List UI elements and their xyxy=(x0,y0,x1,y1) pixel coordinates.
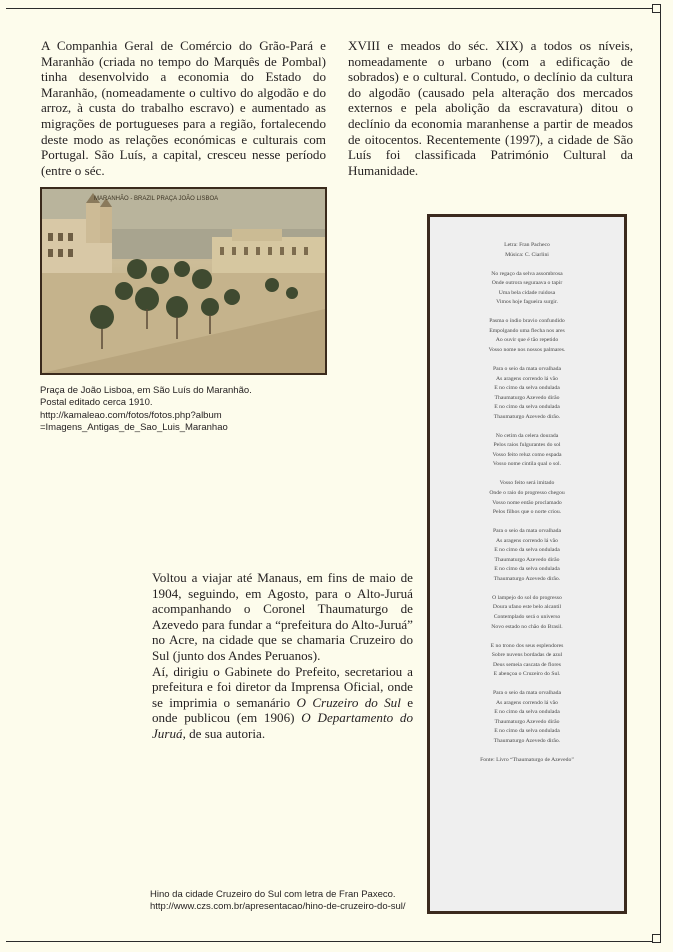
hymn-stanza xyxy=(430,365,624,422)
hymn-line: E no cimo da selva ondulada xyxy=(494,566,560,573)
hymn-line: E no cimo da selva ondulada xyxy=(494,385,560,392)
hymn-stanzas xyxy=(430,270,624,747)
hymn-stanza xyxy=(430,689,624,746)
article-paragraph-career xyxy=(152,664,413,742)
postcard-label: MARANHÃO - BRAZIL PRAÇA JOÃO LISBOA xyxy=(94,196,219,202)
hymn-line: Vosso feito reluz como espada xyxy=(492,451,562,458)
article-text-right: XVIII e meados do séc. XIX) a todos os níveis, nomeadamente o urbano (com a edificação de sobrados) e o cultural. Contudo, o declínio da cultura do algodão (causado pela alteração dos mercados externos e pela abolição da escravatura) ditou o declínio da economia maranhense a partir de meados de oitocentos. Recentemente (1997), a cidade de São Luís foi classificada Património Cultural da Humanidade. xyxy=(348,38,633,178)
corner-mark-bottom-right xyxy=(652,934,661,943)
hymn-stanza xyxy=(430,642,624,680)
hymn-line: Sobre nuvens bordadas de azul xyxy=(491,652,563,659)
photo-caption-line: Postal editado cerca 1910. xyxy=(40,397,153,409)
hymn-lyrics-panel xyxy=(427,214,627,914)
hymn-stanza xyxy=(430,527,624,584)
hymn-caption-link: http://www.czs.com.br/apresentacao/hino-de-cruzeiro-do-sul/ xyxy=(150,901,406,913)
photo-caption-line: Praça de João Lisboa, em São Luís do Maranhão. xyxy=(40,385,252,396)
hymn-line: Pelos filhos que o norte criou. xyxy=(492,509,562,516)
career-text-c: e onde publicou (em 1906) xyxy=(152,694,414,726)
hymn-line: Vosso nome então proclamado xyxy=(492,499,562,506)
hymn-line: Thaumaturgo Azevedo dirão xyxy=(494,718,560,725)
article-column-left xyxy=(41,38,326,178)
hymn-line: Thaumaturgo Azevedo dirão. xyxy=(493,413,561,420)
hymn-line: As aragens correndo lá vão xyxy=(496,375,558,382)
hymn-line: E no cimo da selva ondulada xyxy=(494,728,560,735)
hymn-line: Para o seio da mata orvalhada xyxy=(492,528,562,535)
hymn-line: O lampejo do sol do progresso xyxy=(492,594,562,601)
photo-caption-link: =Imagens_Antigas_de_Sao_Luis_Maranhao xyxy=(40,422,228,434)
hymn-line: As aragens correndo lá vão xyxy=(496,537,558,544)
hymn-line: Thaumaturgo Azevedo dirão. xyxy=(493,575,561,582)
hymn-line: E no trono dos seus esplendores xyxy=(490,642,564,649)
hymn-credit-music: Música: C. Ciarlini xyxy=(505,251,549,258)
photo-caption xyxy=(40,385,340,435)
hymn-line: Pelos raios fulgurantes do sol xyxy=(493,442,561,449)
hymn-line: Novo estado no chão do Brasil. xyxy=(491,623,563,630)
book-title: O Departamento do Juruá xyxy=(152,710,413,741)
hymn-line: Para o seio da mata orvalhada xyxy=(492,365,562,372)
photo-caption-link: http://kamaleao.com/fotos/fotos.php?album xyxy=(40,409,222,421)
hymn-line: Ao ouvir que é tão repetido xyxy=(495,337,559,344)
hymn-source: Fonte: Livro “Thaumaturgo de Azevedo” xyxy=(480,757,574,764)
hymn-line: Uma bela cidade ruidosa xyxy=(498,289,556,296)
hymn-line: Thaumaturgo Azevedo dirão. xyxy=(493,738,561,745)
hymn-stanza xyxy=(430,479,624,517)
hymn-line: Vosso nome nos nossos palmares. xyxy=(488,346,566,353)
hymn-line: E no cimo da selva ondulada xyxy=(494,709,560,716)
hymn-line: Vimos hoje fagueira surgir. xyxy=(496,299,558,306)
career-text-e: , de sua autoria. xyxy=(182,725,266,741)
article-text-left: A Companhia Geral de Comércio do Grão-Pará e Maranhão (criada no tempo do Marquês de Pombal) tinha desenvolvido a economia do Estado do Maranhão, (nomeadamente o cultivo do algodão e do arroz, à custa do trabalho escravo) e aumentado as migrações de portugueses para a região, fortalecendo deste modo as relações económicas e culturais com Portugal. São Luís, a capital, cresceu nesse período (entre o séc. xyxy=(41,38,326,178)
newspaper-title: O Cruzeiro do Sul xyxy=(296,694,401,710)
hymn-line: Onde outrora seguraava o tapir xyxy=(491,280,563,287)
hymn-line: Contemplado será o universo xyxy=(493,614,561,620)
hymn-stanza xyxy=(430,317,624,355)
hymn-line: Thaumaturgo Azevedo dirão xyxy=(494,556,560,563)
hymn-line: Doura ufano este belo alcantil xyxy=(492,604,562,611)
hymn-caption xyxy=(150,889,430,914)
hymn-stanza xyxy=(430,432,624,470)
postcard-illustration xyxy=(42,189,325,373)
hymn-line: Vosso feito será imitado xyxy=(499,480,555,487)
hymn-line: Vosso nome cintila qual o sol. xyxy=(492,461,562,468)
hymn-line: E no cimo da selva ondulada xyxy=(494,404,560,411)
hymn-caption-line: Hino da cidade Cruzeiro do Sul com letra de Fran Paxeco. xyxy=(150,889,396,900)
hymn-line: Para o seio da mata orvalhada xyxy=(492,690,562,697)
hymn-stanza xyxy=(430,270,624,308)
hymn-stanza xyxy=(430,594,624,632)
hymn-line: Deus semeia cascata de flores xyxy=(493,661,561,668)
hymn-line: No regaço da selva assombrosa xyxy=(491,270,563,277)
corner-mark-top-right xyxy=(652,4,661,13)
article-column-middle xyxy=(152,570,413,742)
hymn-line: Empolgando uma flecha nos ares xyxy=(489,327,565,334)
hymn-credit-lyrics: Letra: Fran Pacheco xyxy=(504,242,550,248)
hymn-line: Pasma o índio bravio confundido xyxy=(489,318,565,325)
hymn-line: No cetim da celera dourada xyxy=(495,432,559,439)
hymn-line: E no cimo da selva ondulada xyxy=(494,547,560,554)
hymn-credits xyxy=(430,241,624,260)
hymn-line: As aragens correndo lá vão xyxy=(496,699,558,706)
postcard-photo xyxy=(40,187,327,375)
article-paragraph-travel: Voltou a viajar até Manaus, em fins de maio de 1904, seguindo, em Agosto, para o Alto-Juruá acompanhando o Coronel Thaumaturgo de Azevedo para fundar a “prefeitura do Alto-Juruá” no Acre, na cidade que se chamaria Cruzeiro do Sul (junto dos Andes Peruanos). xyxy=(152,570,413,663)
article-column-right xyxy=(348,38,633,178)
hymn-line: Onde o raio do progresso chegou xyxy=(489,489,565,496)
hymn-line: E abençoa o Cruzeiro do Sul. xyxy=(493,671,561,678)
career-text-a: Aí, dirigiu o Gabinete do Prefeito, secretariou a prefeitura e foi diretor da Imprensa Oficial, onde se imprimia o semanário xyxy=(152,663,413,710)
hymn-line: Thaumaturgo Azevedo dirão xyxy=(494,394,560,401)
